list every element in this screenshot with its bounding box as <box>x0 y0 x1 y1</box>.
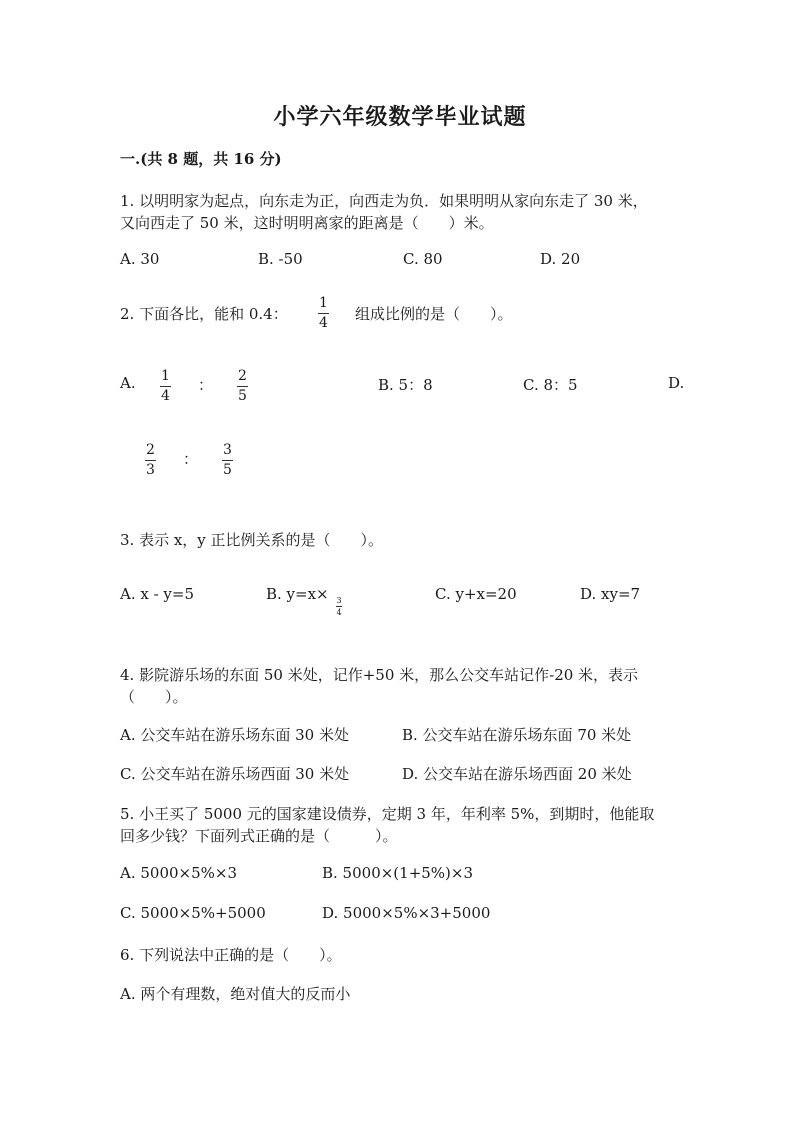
question-1-option-b[interactable]: B. -50 <box>258 250 303 268</box>
fraction-numerator: 2 <box>238 368 247 384</box>
question-4-option-d[interactable]: D. 公交车站在游乐场西面 20 米处 <box>402 765 632 783</box>
page-title: 小学六年级数学毕业试题 <box>273 104 527 130</box>
question-2-stem-end: 组成比例的是（ ）。 <box>355 305 513 323</box>
question-6-stem: 6. 下列说法中正确的是（ ）。 <box>120 946 342 964</box>
question-4-option-a[interactable]: A. 公交车站在游乐场东面 30 米处 <box>120 726 349 744</box>
question-2-option-c[interactable]: C. 8：5 <box>523 376 578 394</box>
question-1-stem-line2: 又向西走了 50 米，这时明明离家的距离是（ ）米。 <box>120 214 494 232</box>
question-2-option-b[interactable]: B. 5：8 <box>378 376 433 394</box>
fraction-bar <box>336 606 342 607</box>
question-3-stem: 3. 表示 x，y 正比例关系的是（ ）。 <box>120 531 384 549</box>
question-5-option-b[interactable]: B. 5000×(1+5%)×3 <box>322 864 474 882</box>
fraction-numerator: 3 <box>223 442 232 458</box>
fraction-bar <box>318 313 329 314</box>
fraction-denominator: 5 <box>238 388 247 404</box>
question-3-option-a[interactable]: A. x - y=5 <box>120 585 195 603</box>
question-3-option-c[interactable]: C. y+x=20 <box>435 585 517 603</box>
fraction-bar <box>160 386 171 387</box>
question-4-option-b[interactable]: B. 公交车站在游乐场东面 70 米处 <box>402 726 632 744</box>
question-5-option-c[interactable]: C. 5000×5%+5000 <box>120 904 266 922</box>
question-6-option-a[interactable]: A. 两个有理数，绝对值大的反而小 <box>120 985 351 1003</box>
question-1-option-a[interactable]: A. 30 <box>120 250 160 268</box>
fraction-numerator: 1 <box>319 295 328 311</box>
question-5-stem-line2: 回多少钱？下面列式正确的是（ ）。 <box>120 827 398 845</box>
question-4-option-c[interactable]: C. 公交车站在游乐场西面 30 米处 <box>120 765 350 783</box>
fraction-denominator: 3 <box>146 462 155 478</box>
question-2-option-a-colon: ： <box>198 376 214 394</box>
question-3-option-b[interactable]: B. y=x× <box>266 585 329 603</box>
fraction-numerator: 2 <box>146 442 155 458</box>
fraction-denominator: 5 <box>223 462 232 478</box>
fraction-denominator: 4 <box>161 388 170 404</box>
question-4-stem-line2: （ ）。 <box>120 688 188 706</box>
question-5-option-d[interactable]: D. 5000×5%×3+5000 <box>322 904 491 922</box>
fraction-numerator: 1 <box>161 368 170 384</box>
fraction-bar <box>237 386 248 387</box>
fraction-numerator: 3 <box>336 596 342 605</box>
question-5-stem-line1: 5. 小王买了 5000 元的国家建设债券，定期 3 年，年利率 5%，到期时，他能取 <box>120 805 655 823</box>
question-5-option-a[interactable]: A. 5000×5%×3 <box>120 864 238 882</box>
question-3-option-b-fraction <box>336 596 342 617</box>
question-1-option-d[interactable]: D. 20 <box>540 250 581 268</box>
question-2-option-d-label[interactable]: D. <box>668 374 685 392</box>
question-2-stem-start: 2. 下面各比，能和 0.4： <box>120 305 288 323</box>
question-2-stem-fraction <box>318 296 329 331</box>
question-2-option-d-fraction-1 <box>145 443 156 478</box>
question-2-option-a-fraction-2 <box>237 369 248 404</box>
question-2-option-d-colon: ： <box>183 450 199 468</box>
question-3-option-d[interactable]: D. xy=7 <box>580 585 641 603</box>
question-2-option-d-fraction-2 <box>222 443 233 478</box>
section-header: 一.(共 8 题，共 16 分) <box>120 150 282 168</box>
fraction-denominator: 4 <box>336 608 342 617</box>
question-1-stem-line1: 1. 以明明家为起点，向东走为正，向西走为负．如果明明从家向东走了 30 米， <box>120 192 648 210</box>
question-2-option-a-fraction-1 <box>160 369 171 404</box>
fraction-bar <box>222 460 233 461</box>
question-1-option-c[interactable]: C. 80 <box>403 250 443 268</box>
question-2-option-a-label[interactable]: A. <box>120 374 136 392</box>
fraction-bar <box>145 460 156 461</box>
question-4-stem-line1: 4. 影院游乐场的东面 50 米处，记作+50 米，那么公交车站记作-20 米，表示 <box>120 666 639 684</box>
fraction-denominator: 4 <box>319 315 328 331</box>
